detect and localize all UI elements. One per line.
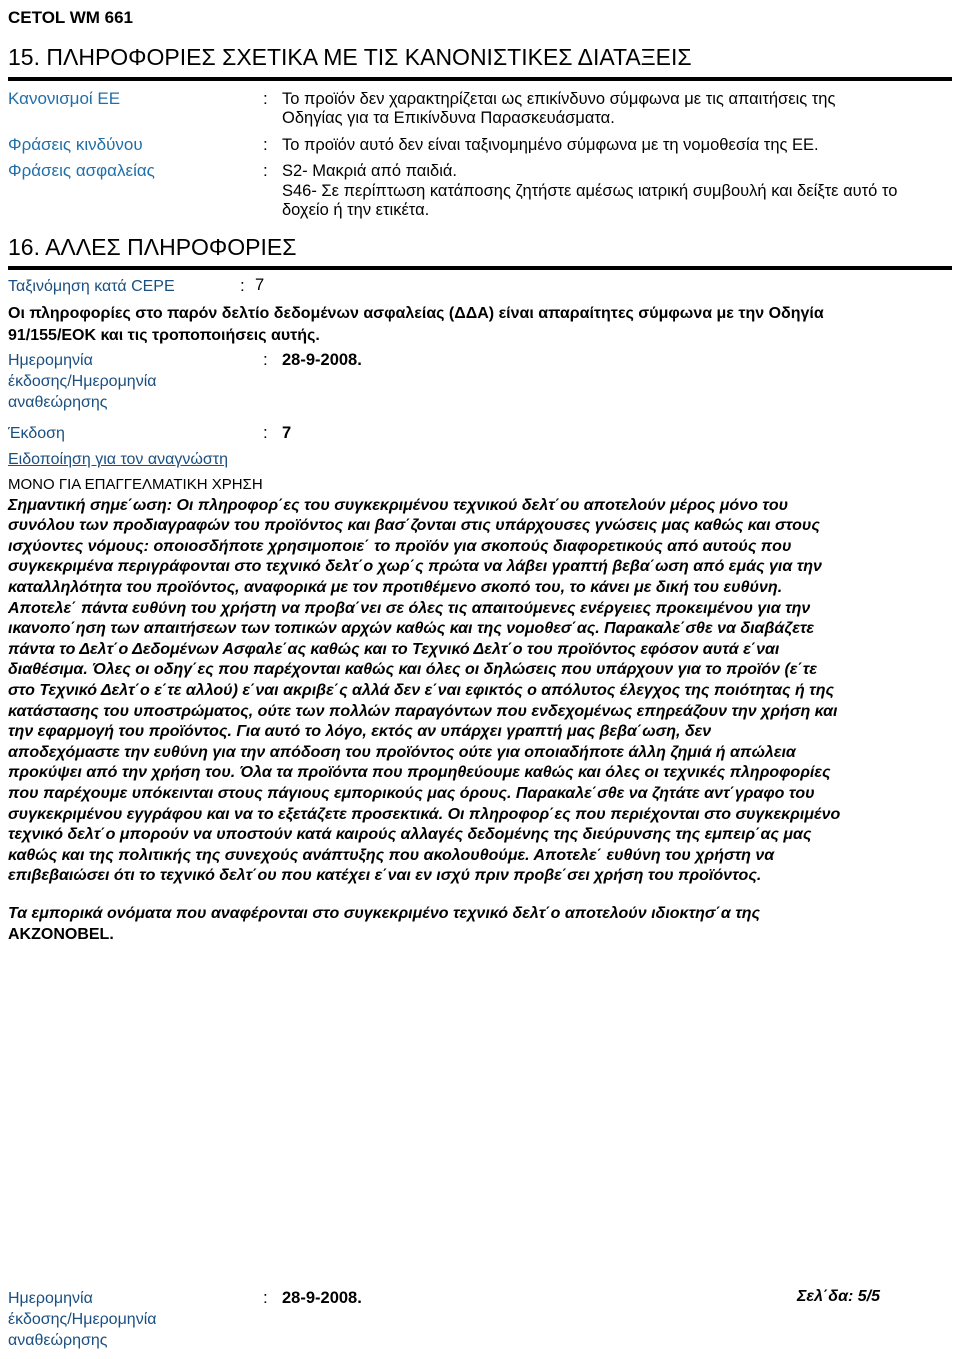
- footer-date-label-2: έκδοσης/Ημερομηνία: [8, 1311, 157, 1328]
- footer-date-label-3: αναθεώρησης: [8, 1332, 108, 1349]
- colon: :: [263, 89, 268, 108]
- directive-line-1: Οι πληροφορίες στο παρόν δελτίο δεδομένων ασφαλείας (ΔΔΑ) είναι απαραίτητες σύμφωνα με την Οδηγία: [8, 305, 824, 322]
- trademark-line-2: AKZONOBEL.: [8, 925, 114, 943]
- notice-line: που παρέχουμε υπόκεινται στους πάγιους εμπορικούς μας όρους. Παρακαλε΄σθε να ζητάτε αντ΄γραφο του: [8, 784, 815, 802]
- notice-line: καταλληλότητα του προϊόντος, αναφορικά με τον προτιθέμενο σκοπό του, το κάνει με δική του ευθύνη.: [8, 578, 783, 596]
- directive-line-2: 91/155/ΕΟΚ και τις τροποποιήσεις αυτής.: [8, 327, 320, 344]
- safety-phrases-label: Φράσεις ασφαλείας: [8, 161, 155, 180]
- cepe-classification-label: Ταξινόμηση κατά CEPE: [8, 278, 175, 295]
- eu-regulations-label: Κανονισμοί ΕΕ: [8, 89, 121, 108]
- notice-line: ικανοπο΄ηση των απαιτήσεων των τοπικών αρχών καθώς και της νομοθεσ΄ας. Παρακαλε΄σθε να διαβάζετε: [8, 620, 815, 638]
- colon: :: [263, 135, 268, 154]
- eu-regulations-line-2: Οδηγίας για τα Επικίνδυνα Παρασκευάσματα.: [282, 109, 615, 127]
- section-16-divider: [8, 266, 952, 270]
- safety-phrases-line-3: δοχείο ή την ετικέτα.: [282, 201, 430, 219]
- reader-notice-label: Ειδοποίηση για τον αναγνώστη: [8, 451, 228, 468]
- colon: :: [263, 350, 268, 369]
- notice-line: ισχύοντες νόμους: οποιοσδήποτε χρησιμοποιε΄ το προϊόν για σκοπούς διαφορετικούς από αυτούς που: [8, 537, 792, 555]
- reader-notice: [8, 475, 952, 887]
- notice-line: επιβεβαιώσει ότι το τεχνικό δελτ΄ου που κατέχει ε΄ναι εν ισχύ πριν προβε΄σει χρήση του προϊόντος.: [8, 867, 762, 885]
- notice-line: την εφαρμογή του προϊόντος. Για αυτό το λόγο, εκτός αν υπάρχει γραπτή μας βεβα΄ωση, δεν: [8, 723, 712, 741]
- colon: :: [240, 276, 245, 295]
- notice-line: διαθέσιμα. Όλες οι οδηγ΄ες που παρέχονται καθώς και όλες οι δηλώσεις που υπάρχουν για το προϊόν (ε΄τε: [8, 661, 817, 679]
- colon: :: [263, 423, 268, 442]
- notice-line: Αποτελε΄ πάντα ευθύνη του χρήστη να προβα΄νει σε όλες τις απαιτούμενες ενέργειες προκειμένου για την: [8, 599, 811, 617]
- risk-phrases-value: Το προϊόν αυτό δεν είναι ταξινομημένο σύμφωνα με τη νομοθεσία της ΕΕ.: [282, 136, 819, 154]
- version-value: 7: [282, 424, 292, 442]
- notice-line: συγκεκριμένου εγγράφου και να το εξετάζετε προσεκτικά. Οι πληροφορ΄ες που περιέχονται στο συγκεκριμένο: [8, 805, 841, 823]
- issue-date-label-1: Ημερομηνία: [8, 352, 93, 369]
- notice-line: συγκεκριμένα περιγράφονται στο τεχνικό δελτ΄ο χωρ΄ς πρώτα να λάβει γραπτή βεβα΄ωση από εμάς για την: [8, 558, 822, 576]
- notice-line: κατάστασης του υποστρώματος, ούτε των πολλών παραγόντων που ενδεχομένως επηρεάζουν την χρήση και: [8, 702, 838, 720]
- notice-line: στο Τεχνικό Δελτ΄ο ε΄τε αλλού) ε΄ναι ακριβε΄ς αλλά δεν ε΄ναι εφικτός ο απόλυτος έλεγχος της ποιότητας ή της: [8, 681, 834, 699]
- notice-line: πάντα το Δελτ΄ο Δεδομένων Ασφαλε΄ας καθώς και το Τεχνικό Δελτ΄ο του προϊόντος εφόσον αυτά ε΄ναι: [8, 640, 780, 658]
- notice-line: συνόλου των προδιαγραφών του προϊόντος και βασ΄ζονται στις υπάρχουσες γνώσεις μας καθώς και στους: [8, 517, 820, 535]
- eu-regulations-line-1: Το προϊόν δεν χαρακτηρίζεται ως επικίνδυνο σύμφωνα με τις απαιτήσεις της: [282, 90, 836, 108]
- risk-phrases-label: Φράσεις κινδύνου: [8, 135, 143, 154]
- notice-line: αποδεχόμαστε την ευθύνη για την απόδοση του προϊόντος ούτε για οποιαδήποτε άλλη ζημιά ή απώλεια: [8, 743, 796, 761]
- page-number: Σελ΄δα: 5/5: [796, 1288, 880, 1305]
- issue-date-label-2: έκδοσης/Ημερομηνία: [8, 373, 157, 390]
- notice-line: καθώς και της πολιτικής της συνεχούς ανάπτυξης που ακολουθούμε. Αποτελε΄ ευθύνη του χρήστη να: [8, 846, 775, 864]
- version-label: Έκδοση: [8, 425, 65, 442]
- trademark-notice: [8, 904, 952, 945]
- notice-line: Σημαντική σημε΄ωση: Οι πληροφορ΄ες του συγκεκριμένου τεχνικού δελτ΄ου αποτελούν μέρος μόνο του: [8, 496, 789, 514]
- cepe-classification-value: 7: [255, 276, 265, 294]
- issue-date-value: 28-9-2008.: [282, 351, 362, 369]
- section-15-divider: [8, 77, 952, 81]
- section-15-title: 15. ΠΛΗΡΟΦΟΡΙΕΣ ΣΧΕΤΙΚΑ ΜΕ ΤΙΣ ΚΑΝΟΝΙΣΤΙΚΕΣ ΔΙΑΤΑΞΕΙΣ: [8, 44, 692, 70]
- safety-phrases-line-1: S2- Μακριά από παιδιά.: [282, 162, 457, 180]
- safety-phrases-line-2: S46- Σε περίπτωση κατάποσης ζητήστε αμέσως ιατρική συμβουλή και δείξτε αυτό το: [282, 182, 898, 200]
- product-name: CETOL WM 661: [8, 8, 134, 27]
- professional-use-heading: ΜΟΝΟ ΓΙΑ ΕΠΑΓΓΕΛΜΑΤΙΚΗ ΧΡΗΣΗ: [8, 476, 263, 493]
- trademark-line-1: Τα εμπορικά ονόματα που αναφέρονται στο συγκεκριμένο τεχνικό δελτ΄ο αποτελούν ιδιοκτησ΄α της: [8, 905, 761, 922]
- colon: :: [263, 161, 268, 180]
- notice-line: προκύψει από την χρήση του. Όλα τα προϊόντα που προμηθεύουμε καθώς και όλες οι τεχνικές πληροφορίες: [8, 764, 831, 782]
- section-16-title: 16. ΑΛΛΕΣ ΠΛΗΡΟΦΟΡΙΕΣ: [8, 234, 297, 260]
- colon: :: [263, 1288, 268, 1307]
- issue-date-label-3: αναθεώρησης: [8, 394, 108, 411]
- footer-date-label-1: Ημερομηνία: [8, 1290, 93, 1307]
- footer-date-value: 28-9-2008.: [282, 1289, 362, 1307]
- notice-line: τεχνικό δελτ΄ο μπορούν να υποστούν κατά καιρούς αλλαγές δεδομένης της διεύρυνσης της εμπειρ΄ας μας: [8, 826, 812, 844]
